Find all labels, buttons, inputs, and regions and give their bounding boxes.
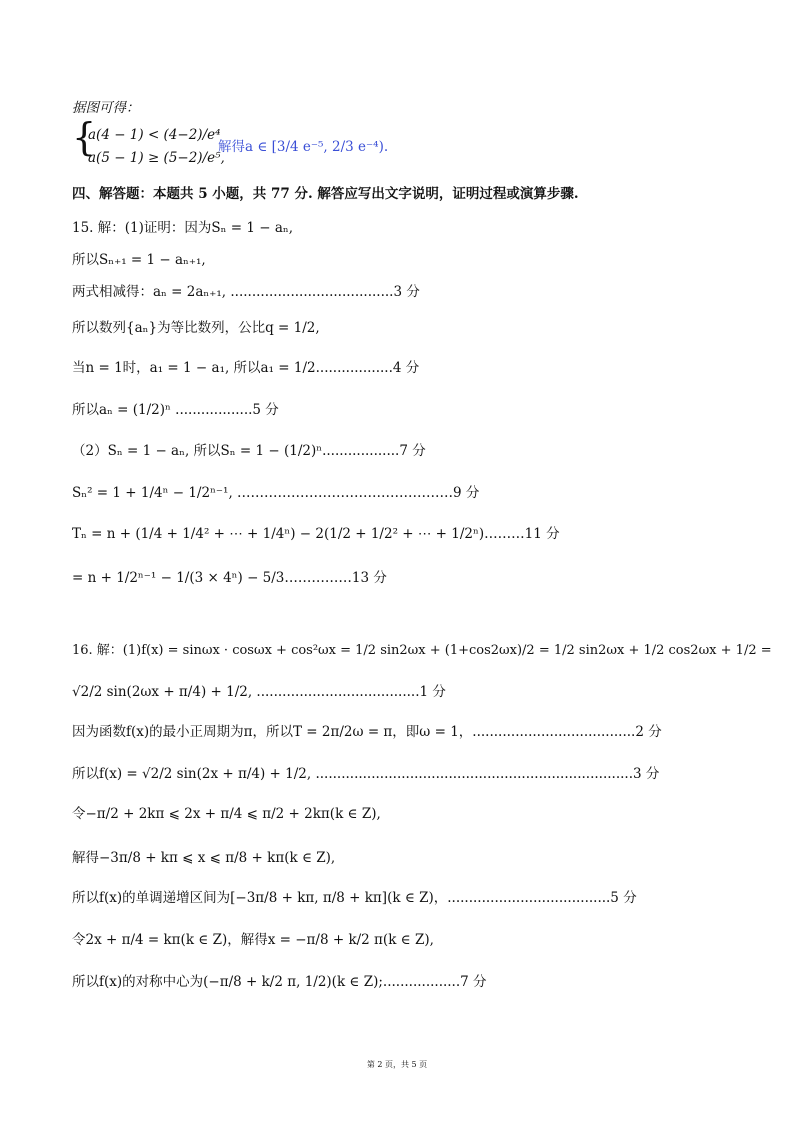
- q16-line-7: 所以f(x)的单调递增区间为[−3π/8 + kπ, π/8 + kπ](k ∈ Z)，......................................5 分: [72, 890, 637, 906]
- q16-line-3: 因为函数f(x)的最小正周期为π，所以T = 2π/2ω = π，即ω = 1，......................................2 分: [72, 724, 662, 740]
- q15-line-3: 两式相减得：aₙ = 2aₙ₊₁, ......................................3 分: [72, 284, 420, 300]
- q16-line-8: 令2x + π/4 = kπ(k ∈ Z)，解得x = −π/8 + k/2 π(k ∈ Z),: [72, 932, 434, 948]
- inequality-2: a(5 − 1) ≥ (5−2)/e⁵,: [88, 150, 225, 166]
- page-footer: 第 2 页，共 5 页: [366, 1060, 428, 1069]
- q16-line-4: 所以f(x) = √2/2 sin(2x + π/4) + 1/2, ..........................................................................3 分: [72, 766, 660, 782]
- q16-line-9: 所以f(x)的对称中心为(−π/8 + k/2 π, 1/2)(k ∈ Z);..................7 分: [72, 974, 487, 990]
- q15-line-2: 所以Sₙ₊₁ = 1 − aₙ₊₁,: [72, 252, 206, 268]
- solution-range: 解得a ∈ [3/4 e⁻⁵, 2/3 e⁻⁴).: [218, 139, 389, 155]
- q16-line-1: 16. 解：(1)f(x) = sinωx · cosωx + cos²ωx = 1/2 sin2ωx + (1+cos2ωx)/2 = 1/2 sin2ωx + 1/2 cos2ωx + 1/2 =: [72, 643, 772, 658]
- q15-line-4: 所以数列{aₙ}为等比数列，公比q = 1/2,: [72, 320, 320, 336]
- q15-line-1: 15. 解：(1)证明：因为Sₙ = 1 − aₙ,: [72, 220, 294, 236]
- inequality-1: a(4 − 1) < (4−2)/e⁴: [88, 127, 221, 143]
- q15-line-6: 所以aₙ = (1/2)ⁿ ..................5 分: [72, 402, 279, 418]
- line-intro: 据图可得：: [72, 100, 140, 116]
- q16-line-5: 令−π/2 + 2kπ ⩽ 2x + π/4 ⩽ π/2 + 2kπ(k ∈ Z),: [72, 806, 381, 822]
- q16-line-2: √2/2 sin(2ωx + π/4) + 1/2, ......................................1 分: [72, 684, 446, 700]
- section-heading: 四、解答题：本题共 5 小题，共 77 分. 解答应写出文字说明，证明过程或演算步骤.: [72, 186, 579, 202]
- q15-line-10: = n + 1/2ⁿ⁻¹ − 1/(3 × 4ⁿ) − 5/3……………13 分: [72, 570, 387, 586]
- q15-line-8: Sₙ² = 1 + 1/4ⁿ − 1/2ⁿ⁻¹, …………………………………………9 分: [72, 485, 480, 501]
- q15-line-5: 当n = 1时，a₁ = 1 − a₁, 所以a₁ = 1/2..................4 分: [72, 360, 420, 376]
- q15-line-9: Tₙ = n + (1/4 + 1/4² + ⋯ + 1/4ⁿ) − 2(1/2 + 1/2² + ⋯ + 1/2ⁿ)………11 分: [72, 526, 560, 542]
- q16-line-6: 解得−3π/8 + kπ ⩽ x ⩽ π/8 + kπ(k ∈ Z),: [72, 850, 336, 866]
- q15-line-7: （2）Sₙ = 1 − aₙ, 所以Sₙ = 1 − (1/2)ⁿ..................7 分: [72, 443, 426, 459]
- system-brace: {: [72, 115, 97, 159]
